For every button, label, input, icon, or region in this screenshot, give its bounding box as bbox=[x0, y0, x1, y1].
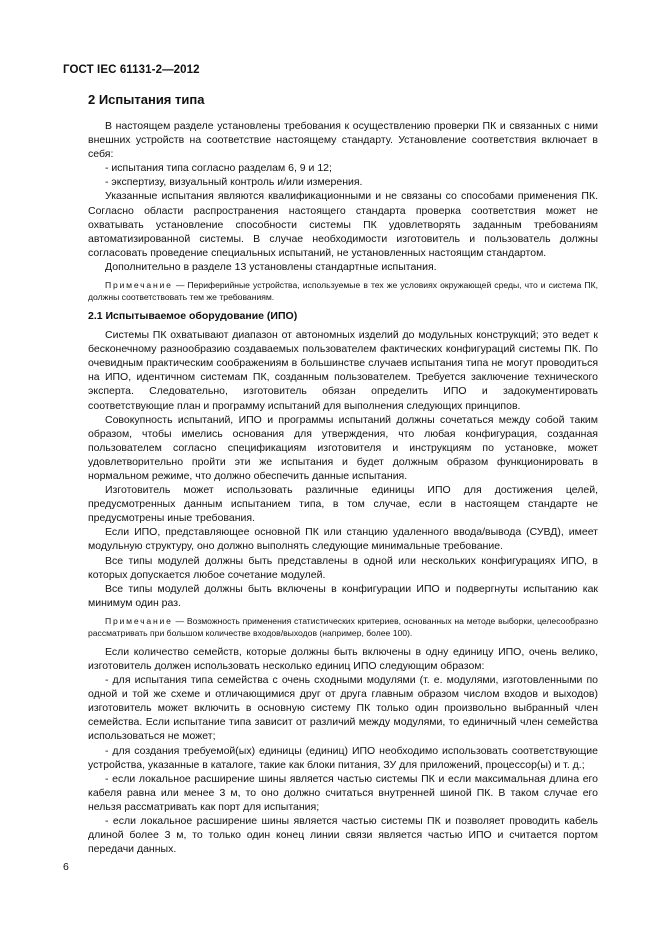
paragraph: Указанные испытания являются квалификационными и не связаны со способами применения ПК. Согласно области распространения настоящего стандарта проверка соответствия может не охватывать установление способности системы ПК удовлетворять заданным требованиям автоматизированной системы. В случае необходимости изготовитель и пользователь должны согласовать проведение специальных испытаний, не установленных настоящим стандартом. bbox=[88, 190, 598, 259]
paragraph: Все типы модулей должны быть включены в конфигурации ИПО и подвергнуты испытанию как минимум один раз. bbox=[88, 582, 598, 609]
paragraph: Если ИПО, представляющее основной ПК или станцию удаленного ввода/вывода (СУВД), имеет модульную структуру, оно должно выполнять следующие минимальные требование. bbox=[88, 526, 598, 553]
list-item: - испытания типа согласно разделам 6, 9 и 12; bbox=[105, 162, 332, 175]
document-header: ГОСТ IEC 61131-2—2012 bbox=[63, 64, 200, 76]
note bbox=[88, 279, 598, 303]
paragraph: Изготовитель может использовать различные единицы ИПО для достижения целей, предусмотренных данным испытанием типа, в том случае, если в настоящем стандарте не предусмотрены иные требования. bbox=[88, 484, 598, 525]
page-number: 6 bbox=[63, 861, 69, 873]
paragraph: Если количество семейств, которые должны быть включены в одну единицу ИПО, очень велико, изготовитель должен использовать несколько единиц ИПО следующим образом: bbox=[88, 645, 598, 672]
paragraph: Все типы модулей должны быть представлены в одной или нескольких конфигурациях ИПО, в которых допускается любое сочетание модулей. bbox=[88, 554, 598, 581]
paragraph: Системы ПК охватывают диапазон от автономных изделий до модульных конструкций; это ведет к бесконечному разнообразию создаваемых пользователем фактических конфигураций системы ПК. По очевидным практическим соображениям в большинстве случаев испытания типа не могут проводиться на ИПО, идентичном системам ПК, созданным пользователем. Требуется заключение технического эксперта. Следовательно, изготовитель обязан определить ИПО и задокументировать соответствующие план и программу испытаний для выполнения следующих принципов. bbox=[88, 329, 598, 412]
paragraph: - если локальное расширение шины является частью системы ПК и если максимальная длина его кабеля равна или менее 3 м, то оно должно считаться внутренней шиной ПК. В таком случае его нельзя рассматривать как порт для испытания; bbox=[88, 772, 598, 813]
note bbox=[88, 615, 598, 639]
note-label: Примечание bbox=[105, 615, 173, 626]
paragraph: - если локальное расширение шины является частью системы ПК и позволяет проводить кабель длиной более 3 м, то только один конец линии связи является частью ИПО и считается портом передачи данных. bbox=[88, 815, 598, 856]
section-intro: В настоящем разделе установлены требования к осуществлению проверки ПК и связанных с ними внешних устройств на соответствие настоящему стандарту. Установление соответствия включает в себя: bbox=[88, 120, 598, 161]
note-text: — Возможность применения статистических критериев, основанных на методе выборки, целесообразно рассматривать при большом количестве входов/выходов (например, более 100). bbox=[88, 615, 598, 638]
subsection-title: 2.1 Испытываемое оборудование (ИПО) bbox=[88, 310, 298, 323]
section-title: 2 Испытания типа bbox=[88, 92, 205, 107]
note-text: — Периферийные устройства, используемые в тех же условиях окружающей среды, что и система ПК, должны соответствовать тем же требованиям. bbox=[88, 280, 598, 303]
paragraph: Совокупность испытаний, ИПО и программы испытаний должны сочетаться между собой таким образом, чтобы имелись основания для утверждения, что любая конфигурация, созданная пользователем согласно спецификациям изготовителя и инструкциям по установке, может удовлетворительно пройти эти же испытания и будет должным образом функционировать в нормальном режиме, что должно обеспечить данные испытания. bbox=[88, 413, 598, 482]
paragraph: - для создания требуемой(ых) единицы (единиц) ИПО необходимо использовать соответствующие устройства, указанные в каталоге, такие как блоки питания, ЗУ для приложений, процессор(ы) и т. д.; bbox=[88, 744, 598, 771]
page-content bbox=[88, 92, 598, 856]
paragraph: - для испытания типа семейства с очень сходными модулями (т. е. модулями, изготовленными по одной и той же схеме и отличающимися друг от друга главным образом числом входов и выходов) изготовитель может включить в основную систему ПК только один произвольно выбранный член семейства. Если испытание типа зависит от различий между модулями, то единичный член семейства использоваться не может; bbox=[88, 674, 598, 743]
note-label: Примечание bbox=[105, 280, 173, 291]
list-item: - экспертизу, визуальный контроль и/или измерения. bbox=[105, 176, 363, 189]
paragraph: Дополнительно в разделе 13 установлены стандартные испытания. bbox=[105, 260, 437, 273]
